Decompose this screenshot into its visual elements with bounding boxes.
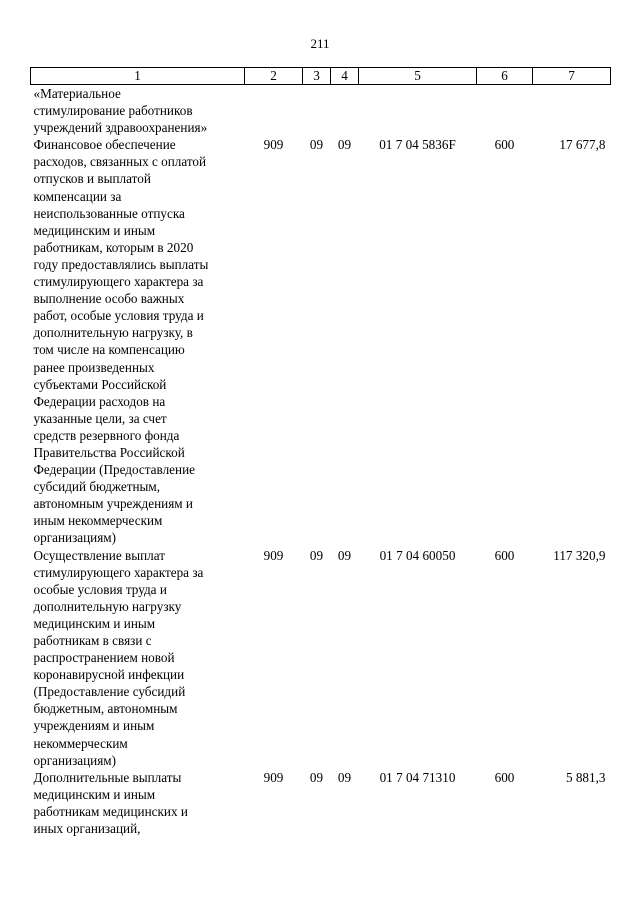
row-code: 909 xyxy=(263,769,284,785)
row-name: Осуществление выплат стимулирующего характера за особые условия труда и дополнительную нагрузку медицинским и иным работникам в связи с распространением новой коронавирусной инфекции (Предоставление субсидий бюджетным, автономным учреждениям и иным некоммерческим организациям) xyxy=(33,547,204,768)
row-name: «Материальное стимулирование работников учреждений здравоохранения» xyxy=(33,86,208,136)
row-subsection: 09 xyxy=(337,547,352,563)
row-amount xyxy=(533,85,611,137)
header-col-1: 1 xyxy=(31,68,245,85)
row-type: 600 xyxy=(494,769,515,785)
header-col-5: 5 xyxy=(359,68,477,85)
page-number: 211 xyxy=(310,36,330,51)
row-code: 909 xyxy=(263,137,284,153)
row-name: Финансовое обеспечение расходов, связанных с оплатой отпусков и выплатой компенсации за неиспользованные отпуска медицинским и иным работникам, которым в 2020 году предоставлялись выплаты стимулирующего характера за выполнение особо важных работ, особые условия труда и дополнительную нагрузку, в том числе на компенсацию ранее произведенных субъектами Российской Федерации расходов на указанные цели, за счет средств резервного фонда Правительства Российской Федерации (Предоставление субсидий бюджетным, автономным учреждениям и иным некоммерческим организациям) xyxy=(33,137,209,546)
row-type: 600 xyxy=(494,547,515,563)
row-target: 01 7 04 5836F xyxy=(379,137,456,153)
header-col-4: 4 xyxy=(331,68,359,85)
header-col-2: 2 xyxy=(245,68,303,85)
row-section xyxy=(303,85,331,137)
row-type xyxy=(477,85,533,137)
row-subsection: 09 xyxy=(337,137,352,153)
table-row xyxy=(31,547,611,769)
row-subsection xyxy=(331,85,359,137)
header-col-6: 6 xyxy=(477,68,533,85)
row-section: 09 xyxy=(309,137,324,153)
row-subsection: 09 xyxy=(337,769,352,785)
table-row xyxy=(31,769,611,837)
row-target: 01 7 04 71310 xyxy=(379,769,456,785)
budget-table xyxy=(30,67,611,837)
table-body xyxy=(31,85,611,838)
table-row xyxy=(31,85,611,137)
row-amount: 117 320,9 xyxy=(553,547,606,563)
row-target xyxy=(359,85,477,137)
row-target: 01 7 04 60050 xyxy=(379,547,456,563)
row-type: 600 xyxy=(494,137,515,153)
row-name: Дополнительные выплаты медицинским и иным работникам медицинских и иных организаций, xyxy=(33,769,188,837)
table-row xyxy=(31,136,611,546)
row-amount: 17 677,8 xyxy=(559,137,606,153)
row-amount: 5 881,3 xyxy=(565,769,606,785)
row-section: 09 xyxy=(309,547,324,563)
header-row xyxy=(31,68,611,85)
table-header xyxy=(31,68,611,85)
header-col-3: 3 xyxy=(303,68,331,85)
row-code: 909 xyxy=(263,547,284,563)
header-col-7: 7 xyxy=(533,68,611,85)
row-code xyxy=(245,85,303,137)
row-section: 09 xyxy=(309,769,324,785)
